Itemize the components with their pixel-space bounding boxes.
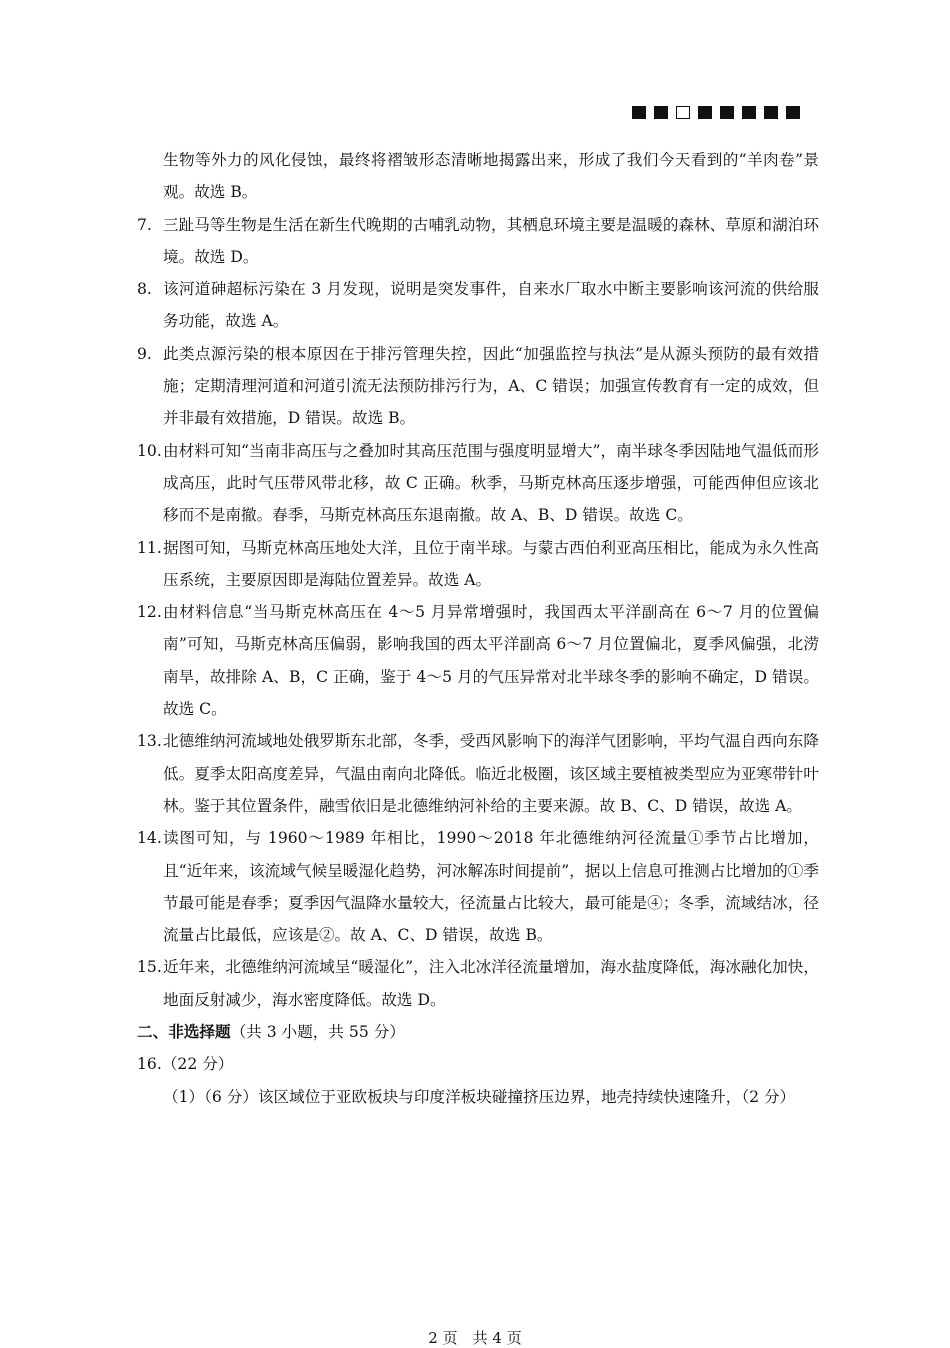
header-mark-filled (764, 106, 778, 119)
question-number: 11. (137, 538, 162, 557)
answer-15 (137, 951, 819, 1016)
header-mark-hollow (676, 106, 690, 119)
header-mark-filled (632, 106, 646, 119)
answer-text: 北德维纳河流域地处俄罗斯东北部，冬季，受西风影响下的海洋气团影响，平均气温自西向东降低。夏季太阳高度差异，气温由南向北降低。临近北极圈，该区域主要植被类型应为亚寒带针叶林。鉴于其位置条件，融雪依旧是北德维纳河补给的主要来源。故 B、C、D 错误，故选 A。 (163, 732, 819, 815)
question-number: 15. (137, 958, 162, 977)
header-mark-filled (742, 106, 756, 119)
answer-13 (137, 725, 819, 822)
answer-text: 读图可知，与 1960～1989 年相比，1990～2018 年北德维纳河径流量①季节占比增加，且“近年来，该流域气候呈暖湿化趋势，河冰解冻时间提前”，据以上信息可推测占比增加的①季节最可能是春季；夏季因气温降水量较大，径流量占比较大，最可能是④；冬季，流域结冰，径流量占比最低，应该是②。故 A、C、D 错误，故选 B。 (163, 829, 819, 945)
question-number: 14. (137, 829, 162, 848)
question-number: 10. (137, 441, 162, 460)
question-number: 12. (137, 603, 162, 622)
header-mark-filled (698, 106, 712, 119)
answer-6-continued (137, 144, 819, 209)
section-note: （共 3 小题，共 55 分） (230, 1023, 405, 1042)
section-heading (137, 1016, 819, 1048)
answer-8 (137, 273, 819, 338)
answer-16 (137, 1048, 819, 1080)
answer-text: 该河道砷超标污染在 3 月发现，说明是突发事件，自来水厂取水中断主要影响该河流的供给服务功能，故选 A。 (163, 280, 819, 331)
answer-16-part-1 (137, 1081, 819, 1113)
answer-text: 生物等外力的风化侵蚀，最终将褶皱形态清晰地揭露出来，形成了我们今天看到的“羊肉卷”景观。故选 B。 (163, 151, 819, 202)
section-title: 二、非选择题 (137, 1022, 231, 1042)
header-mark-filled (654, 106, 668, 119)
answer-9 (137, 338, 819, 435)
answer-text: 此类点源污染的根本原因在于排污管理失控，因此“加强监控与执法”是从源头预防的最有效措施；定期清理河道和河道引流无法预防排污行为，A、C 错误；加强宣传教育有一定的成效，但并非最有效措施，D 错误。故选 B。 (163, 344, 819, 428)
answer-7 (137, 209, 819, 274)
header-mark-filled (720, 106, 734, 119)
question-number: 8. (137, 280, 152, 299)
question-number: 7. (137, 215, 152, 234)
question-score: （22 分） (161, 1055, 234, 1074)
answer-11 (137, 532, 819, 597)
answer-text: 由材料可知“当南非高压与之叠加时其高压范围与强度明显增大”，南半球冬季因陆地气温低而形成高压，此时气压带风带北移，故 C 正确。秋季，马斯克林高压逐步增强，可能西伸但应该北移而不是南撤。春季，马斯克林高压东退南撤。故 A、B、D 错误。故选 C。 (163, 441, 819, 525)
answer-text: （1）（6 分）该区域位于亚欧板块与印度洋板块碰撞挤压边界，地壳持续快速隆升，（2 分） (163, 1087, 796, 1106)
answer-12 (137, 596, 819, 725)
question-number: 13. (137, 732, 162, 751)
answer-text: 近年来，北德维纳河流域呈“暖湿化”，注入北冰洋径流量增加，海水盐度降低，海冰融化加快，地面反射减少，海水密度降低。故选 D。 (163, 958, 819, 1009)
answer-text: 三趾马等生物是生活在新生代晚期的古哺乳动物，其栖息环境主要是温暖的森林、草原和湖泊环境。故选 D。 (163, 215, 819, 266)
answer-content (137, 144, 819, 1113)
answer-10 (137, 435, 819, 532)
page-number: 2 页 共 4 页 (428, 1329, 522, 1347)
header-mark-filled (786, 106, 800, 119)
answer-text: 由材料信息“当马斯克林高压在 4～5 月异常增强时，我国西太平洋副高在 6～7 月的位置偏南”可知，马斯克林高压偏弱，影响我国的西太平洋副高 6～7 月位置偏北，夏季风偏强，北涝南旱，故排除 A、B，C 正确，鉴于 4～5 月的气压异常对北半球冬季的影响不确定，D 错误。故选 C。 (163, 603, 819, 719)
answer-text: 据图可知，马斯克林高压地处大洋，且位于南半球。与蒙古西伯利亚高压相比，能成为永久性高压系统，主要原因即是海陆位置差异。故选 A。 (163, 538, 819, 589)
answer-14 (137, 822, 819, 951)
question-number: 9. (137, 344, 152, 363)
header-marks (632, 106, 800, 119)
question-number: 16. (137, 1055, 162, 1074)
